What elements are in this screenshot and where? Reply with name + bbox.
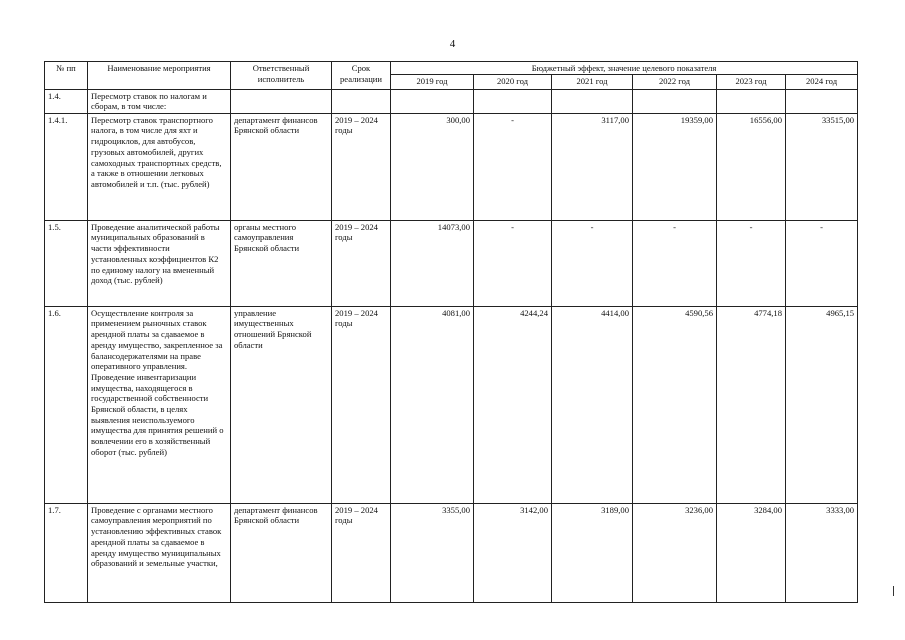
row-value: 300,00 xyxy=(391,113,474,220)
row-value: 14073,00 xyxy=(391,220,474,306)
header-term: Срок реализации xyxy=(332,62,391,90)
row-term: 2019 – 2024 годы xyxy=(332,220,391,306)
header-year: 2024 год xyxy=(786,74,858,89)
table-row xyxy=(45,503,858,602)
row-value: 4965,15 xyxy=(786,306,858,503)
row-responsible: органы местного самоуправления Брянской области xyxy=(231,220,332,306)
header-number: № пп xyxy=(45,62,88,90)
row-term: 2019 – 2024 годы xyxy=(332,503,391,602)
row-value: - xyxy=(717,220,786,306)
header-year: 2020 год xyxy=(474,74,552,89)
header-year: 2019 год xyxy=(391,74,474,89)
row-value: 4590,56 xyxy=(633,306,717,503)
row-value: 3117,00 xyxy=(552,113,633,220)
row-value: - xyxy=(633,220,717,306)
measures-table xyxy=(44,61,858,603)
table-row xyxy=(45,89,858,113)
row-number: 1.6. xyxy=(45,306,88,503)
row-responsible xyxy=(231,89,332,113)
row-measure: Осуществление контроля за применением рыночных ставок арендной платы за сдаваемое в аренду имущество, закрепленное за балансодержателями на праве оперативного управления. Проведение инвентаризации имущества, находящегося в государственной собственности Брянской области, в целях выявления неиспользуемого имущества для принятия решений о вовлечении его в хозяйственный оборот (тыс. рублей) xyxy=(88,306,231,503)
row-value xyxy=(474,89,552,113)
row-value: - xyxy=(786,220,858,306)
page-number: 4 xyxy=(449,38,456,50)
row-value: - xyxy=(474,220,552,306)
header-year: 2023 год xyxy=(717,74,786,89)
row-term xyxy=(332,89,391,113)
scan-edge-mark xyxy=(893,586,894,596)
row-term: 2019 – 2024 годы xyxy=(332,113,391,220)
row-value: 3355,00 xyxy=(391,503,474,602)
row-measure: Пересмотр ставок транспортного налога, в том числе для яхт и гидроциклов, для автобусов, грузовых автомобилей, других самоходных транспортных средств, а также в отношении легковых автомобилей и т.п. (тыс. рублей) xyxy=(88,113,231,220)
table-row xyxy=(45,306,858,503)
header-responsible: Ответственный исполнитель xyxy=(231,62,332,90)
row-value: 16556,00 xyxy=(717,113,786,220)
row-term: 2019 – 2024 годы xyxy=(332,306,391,503)
row-number: 1.5. xyxy=(45,220,88,306)
row-number: 1.7. xyxy=(45,503,88,602)
header-name: Наименование мероприятия xyxy=(88,62,231,90)
row-value: 3236,00 xyxy=(633,503,717,602)
row-value: 3333,00 xyxy=(786,503,858,602)
row-value: 4414,00 xyxy=(552,306,633,503)
row-number: 1.4.1. xyxy=(45,113,88,220)
row-value: 33515,00 xyxy=(786,113,858,220)
row-value: 19359,00 xyxy=(633,113,717,220)
row-responsible: департамент финансов Брянской области xyxy=(231,113,332,220)
row-measure: Проведение с органами местного самоуправления мероприятий по установлению эффективных ставок арендной платы за сдаваемое в аренду имущество муниципальных образований и земельные участки, xyxy=(88,503,231,602)
row-value: 4244,24 xyxy=(474,306,552,503)
row-value xyxy=(786,89,858,113)
row-value xyxy=(552,89,633,113)
row-value xyxy=(391,89,474,113)
row-value: 4774,18 xyxy=(717,306,786,503)
row-number: 1.4. xyxy=(45,89,88,113)
row-value: 3142,00 xyxy=(474,503,552,602)
row-value: 4081,00 xyxy=(391,306,474,503)
header-year: 2021 год xyxy=(552,74,633,89)
table-row xyxy=(45,113,858,220)
header-budget-effect: Бюджетный эффект, значение целевого показателя xyxy=(391,62,858,75)
row-value: - xyxy=(552,220,633,306)
table-row xyxy=(45,220,858,306)
row-value xyxy=(633,89,717,113)
row-measure: Проведение аналитической работы муниципальных образований в части эффективности установленных коэффициентов К2 по единому налогу на вмененный доход (тыс. рублей) xyxy=(88,220,231,306)
row-value: 3189,00 xyxy=(552,503,633,602)
row-value: 3284,00 xyxy=(717,503,786,602)
row-value: - xyxy=(474,113,552,220)
row-responsible: управление имущественных отношений Брянской области xyxy=(231,306,332,503)
row-value xyxy=(717,89,786,113)
row-measure: Пересмотр ставок по налогам и сборам, в том числе: xyxy=(88,89,231,113)
row-responsible: департамент финансов Брянской области xyxy=(231,503,332,602)
header-year: 2022 год xyxy=(633,74,717,89)
